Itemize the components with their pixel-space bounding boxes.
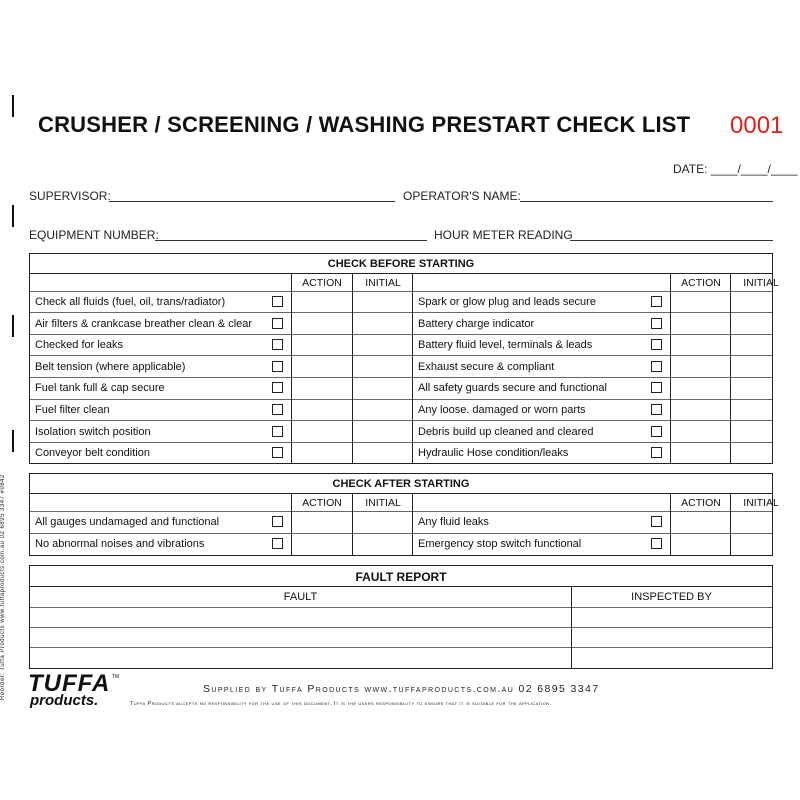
check-item-label: Battery charge indicator [418,318,535,330]
binding-mark [12,205,14,227]
check-item-checkbox[interactable] [272,361,283,372]
check-item-checkbox[interactable] [272,516,283,527]
binding-mark [12,315,14,337]
operator-name-label: OPERATOR'S NAME: [403,189,521,203]
check-item-checkbox[interactable] [651,361,662,372]
equipment-number-label: EQUIPMENT NUMBER: [29,228,159,242]
logo-subtext: products. [30,692,99,709]
check-item-label: All safety guards secure and functional [418,382,607,394]
check-item-label: Air filters & crankcase breather clean & clear [35,318,253,330]
date-field[interactable]: DATE: ____/____/____ [673,162,798,176]
logo-wordmark: TUFFA [28,670,111,697]
check-item-label: Hydraulic Hose condition/leaks [418,447,569,459]
action-column-header: ACTION [681,277,721,289]
check-item-label: Fuel filter clean [35,404,110,416]
check-item-label: Checked for leaks [35,339,124,351]
check-item-checkbox[interactable] [272,382,283,393]
check-item-checkbox[interactable] [651,447,662,458]
check-item-label: Emergency stop switch functional [418,538,582,550]
disclaimer: Tuffa Products accepts no responsibility for the use of this document. It is the users responsibility to ensure that it is suitable for the application. [130,701,552,707]
check-item-label: Debris build up cleaned and cleared [418,426,594,438]
section-title: CHECK AFTER STARTING [332,478,470,490]
tuffa-logo [28,672,123,712]
check-after-starting-section [29,473,779,556]
fault-entry-row[interactable] [32,649,568,665]
check-item-label: Fuel tank full & cap secure [35,382,165,394]
check-item-checkbox[interactable] [651,339,662,350]
binding-mark [12,430,14,452]
logo-trademark: TM [112,674,120,680]
reorder-info: Reorder: Tuffa Products www.tuffaproducts.com.au 02 6895 3347 #0842 [0,474,6,700]
check-item-checkbox[interactable] [651,382,662,393]
initial-column-header: INITIAL [743,277,779,289]
supervisor-input-line[interactable] [109,201,395,202]
equipment-number-input-line[interactable] [155,240,427,241]
check-item-label: Belt tension (where applicable) [35,361,186,373]
check-item-label: Isolation switch position [35,426,151,438]
check-item-checkbox[interactable] [651,538,662,549]
initial-column-header: INITIAL [365,277,401,289]
check-item-checkbox[interactable] [272,426,283,437]
action-column-header: ACTION [302,497,342,509]
fault-report-section [29,565,773,669]
check-item-checkbox[interactable] [651,426,662,437]
fault-entry-row[interactable] [32,609,568,625]
check-item-checkbox[interactable] [651,296,662,307]
check-item-label: Any fluid leaks [418,516,489,528]
check-item-label: Conveyor belt condition [35,447,150,459]
hour-meter-label: HOUR METER READING [434,228,573,242]
action-column-header: ACTION [302,277,342,289]
fault-column-header: FAULT [283,591,318,603]
initial-column-header: INITIAL [365,497,401,509]
supplier-info: Supplied by Tuffa Products www.tuffaproducts.com.au 02 6895 3347 [203,683,600,695]
check-item-checkbox[interactable] [651,318,662,329]
binding-mark [12,95,14,117]
inspected-by-column-header: INSPECTED BY [631,591,712,603]
check-item-checkbox[interactable] [272,339,283,350]
check-item-label: Exhaust secure & compliant [418,361,555,373]
check-item-label: Check all fluids (fuel, oil, trans/radiator) [35,296,226,308]
check-item-label: No abnormal noises and vibrations [35,538,205,550]
check-item-checkbox[interactable] [651,516,662,527]
supervisor-label: SUPERVISOR: [29,189,111,203]
check-item-checkbox[interactable] [272,538,283,549]
check-item-label: All gauges undamaged and functional [35,516,220,528]
section-title: CHECK BEFORE STARTING [327,258,475,270]
initial-column-header: INITIAL [743,497,779,509]
check-item-checkbox[interactable] [272,404,283,415]
page-title: CRUSHER / SCREENING / WASHING PRESTART CHECK LIST [38,112,691,137]
check-item-checkbox[interactable] [651,404,662,415]
check-item-label: Battery fluid level, terminals & leads [418,339,593,351]
check-item-checkbox[interactable] [272,447,283,458]
action-column-header: ACTION [681,497,721,509]
check-item-label: Any loose. damaged or worn parts [418,404,586,416]
section-title: FAULT REPORT [355,570,447,584]
check-before-starting-section [29,253,779,464]
check-item-label: Spark or glow plug and leads secure [418,296,596,308]
fault-entry-row[interactable] [32,629,568,645]
check-item-checkbox[interactable] [272,296,283,307]
check-item-checkbox[interactable] [272,318,283,329]
serial-number: 0001 [730,112,784,139]
operator-name-input-line[interactable] [520,201,773,202]
hour-meter-input-line[interactable] [570,240,773,241]
